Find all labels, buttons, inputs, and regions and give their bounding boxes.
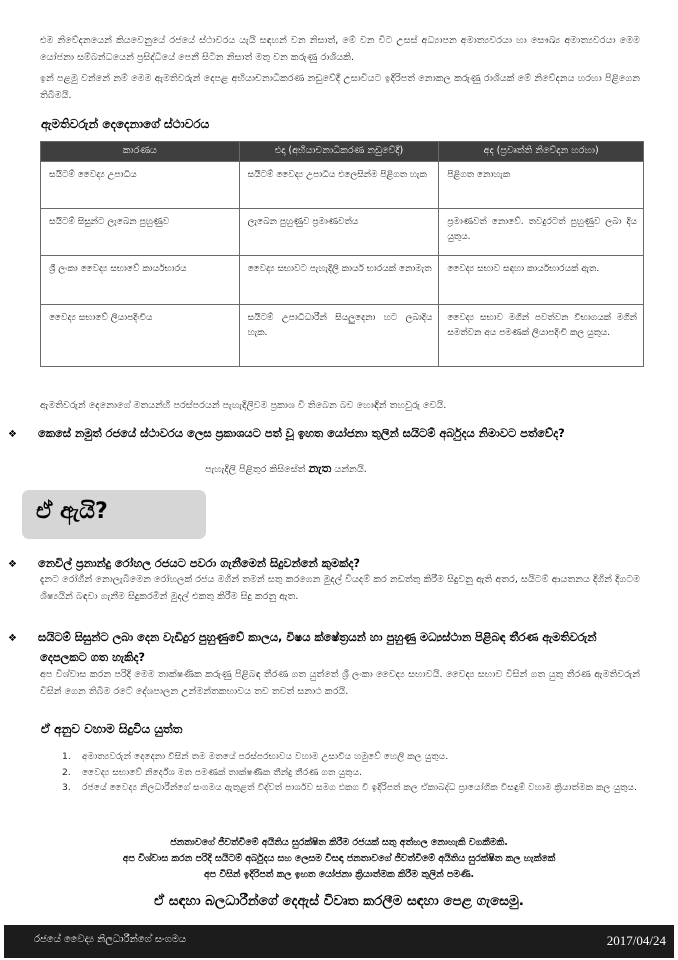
table-cell: ප්‍රමාණවත් නොවේ. තවදුරටත් පුහුණුව ලබා දිය යුතුය. xyxy=(439,209,644,256)
table-cell: සයිටම් උපාධිධාරීන් සියලුදෙනා හට ලබාදිය හැක. xyxy=(239,305,439,367)
closing-line-3: අප විසින් ඉදිරිපත් කල ඉහත යෝජනා ක්‍රියාත්මක කිරීම තුලින් පමණි. xyxy=(203,869,475,880)
question-2-text: නෙවිල් ප්‍රනාන්දු රෝහල රජයට පවරා ගැනීමෙන් සිදුවන්නේ කුමක්ද? xyxy=(38,556,361,570)
closing-line-2: අප විශ්වාස කරන පරිදි සයිටම් අර්බුදය සහ ලෙසම විසඳා ජනතාවගේ ජීවත්වීමේ අයිතිය සුරක්ෂිත කල හැක්කේ xyxy=(122,853,556,864)
call-to-action: ඒ සඳහා බලධාරීන්ගේ දෙඇස් විවෘත කරලීම සඳහා පෙළ ගැසෙමු. xyxy=(154,893,524,909)
answer-bold: නැත xyxy=(308,461,332,475)
section-title-actions: ඒ අනුව වහාම සිදුවිය යුත්ත xyxy=(41,722,183,736)
table-cell: ශ්‍රී ලංකා වෛද්‍ය සභාවේ කාර්යභාරය xyxy=(41,256,240,305)
list-item: 2. වෛද්‍ය සභාවේ නිර්දේශ මත පමණක් තාක්ෂණික තීන්දු තීරණ ගත යුතුය. xyxy=(62,766,362,778)
table-row xyxy=(41,209,644,256)
answer-prefix: පැහැදිලි පිළිතුර කිසිසේත් xyxy=(205,464,306,475)
table-cell: වෛද්‍ය සභාවට පැහැදිලි කාර්ය භාරයක් නොමැත xyxy=(239,256,439,305)
table-row xyxy=(41,305,644,367)
positions-comparison-table xyxy=(40,141,644,367)
diamond-bullet-icon: ❖ xyxy=(8,559,17,570)
table-row xyxy=(41,256,644,305)
table-header-cell: එදා (අභියාචනාධිකරණ නඩුවේදී) xyxy=(239,142,439,162)
question-1-answer xyxy=(205,460,605,479)
list-item: 3. රජයේ වෛද්‍ය නිලධාරීන්ගේ සංගමය ඇතුළත් විද්වත් පාර්ශව සමග එකග වී ඉදිරිපත් කල ඒකාබද්ධ ප්‍රායෝගික විසඳුම් වහාම ක්‍රියාත්මක කල යුතුය. xyxy=(62,782,637,793)
section-title-ministers-position: ඇමතිවරුන් දෙදෙනාගේ ස්ථාවරය xyxy=(41,117,210,131)
table-cell: ලැබෙන පුහුණුව ප්‍රමාණවත්ය xyxy=(239,209,439,256)
question-2 xyxy=(8,554,640,574)
footer-date: 2017/04/24 xyxy=(606,933,666,948)
table-cell: සයිටම් වෛද්‍ය උපාධිය එලෙසින්ම පිළිගත හැක xyxy=(239,162,439,209)
closing-line-1: ජනතාවගේ ජීවත්වීමේ අයිතිය සුරක්ෂිත කිරීම රජයක් සතු අත්හල නොහැකි වගකීමකි. xyxy=(170,837,508,848)
table-header-cell: කාරණය xyxy=(41,142,240,162)
question-2-body: දැනට රෝගීන් නොලැබීමෙන රෝහලක් රජය මගින් තමන් සතු කරගෙන මුදල් වියදම් කර නඩත්තු කිරීම සිදුවනු ඇති අතර, සයිටම් ආයතනය දිගින් දිගටම ශිෂ්‍යයින් බඳවා ගැනීම සිදුකරමින් මුදල් එකතු කිරීම සිදු කරනු ඇත. xyxy=(40,574,640,602)
intro-paragraph-1: එම නිවේදනයෙන් කියවෙනුයේ රජයේ ස්ථාවරය යැයි සඳහන් වන නිසාත්, මේ වන විට උසස් අධ්‍යාපන අමාත්‍යවරයා හා සෞඛ්‍ය අමාත්‍යවරයා මෙම යෝජනා සම්බන්ධයෙන් ප්‍රසිද්ධියේ පෙනී සිටින නිසාත් මතු වන කරුණු රාශියකි. xyxy=(40,35,640,63)
footer-organization: රජයේ වෛද්‍ය නිලධාරීන්ගේ සංගමය xyxy=(34,934,187,945)
table-header-row xyxy=(41,142,644,162)
list-item: 1. අමාත්‍යවරුන් දෙදෙනා විසින් තම මතයේ පරස්පරභාවය වහාම උසාවිය හමුවේ හෙලි කල යුතුය. xyxy=(62,751,449,762)
footer-bar xyxy=(4,925,674,958)
table-cell: වෛද්‍ය සභාව සඳහා කාර්යභාරයක් ඇත. xyxy=(439,256,644,305)
why-banner-text: ඒ ඇයි? xyxy=(36,499,108,524)
table-row xyxy=(41,162,644,209)
table-cell: සයිටම් වෛද්‍ය උපාධිය xyxy=(41,162,240,209)
question-3 xyxy=(8,628,640,666)
intro-paragraph-2: ඉන් පළමු වන්නේ නම් මෙම ඇමතිවරුන් දෙපළ අභියාචනාධිකරණ නඩුවේදී උසාවියට ඉදිරිපත් නොකල කරුණු රාශියක් මේ නිවේදනය හරහා පිළිගෙන තිබීමයි. xyxy=(40,73,640,101)
after-table-paragraph: ඇමතිවරුන් දෙනොගේ මතයන්හි පරස්පරයන් පැහැදිලිවම ප්‍රකාශ වී තිබෙන බව හොඳින් තහවුරු වෙයි. xyxy=(40,400,447,411)
table-cell: වෛද්‍ය සභාවේ ලියාපදිංචිය xyxy=(41,305,240,367)
table-header-cell: අද (ප්‍රවෘත්ති නිවේදන හරහා) xyxy=(439,142,644,162)
table-cell: පිළිගත නොහැක xyxy=(439,162,644,209)
question-1 xyxy=(8,424,640,444)
table-cell: සයිටම් සිසුන්ට ලැබෙන පුහුණුව xyxy=(41,209,240,256)
why-banner xyxy=(22,490,206,539)
diamond-bullet-icon: ❖ xyxy=(8,633,17,644)
diamond-bullet-icon: ❖ xyxy=(8,429,17,440)
actions-list xyxy=(62,749,640,796)
question-3-text: සයිටම් සිසුන්ට ලබා දෙන වැඩිදුර පුහුණුවේ කාලය, විෂය ක්ෂේත්‍රයන් හා පුහුණු මධ්‍යස්ථාන පිළිබඳ තීරණ ඇමතිවරුන් දෙපලකට ගත හැකිද? xyxy=(38,630,597,664)
table-cell: වෛද්‍ය සභාව මගින් පවත්වන විභාගයක් මගින් සමත්වන අය පමණක් ලියාපදිංචි කල යුතුය. xyxy=(439,305,644,367)
answer-suffix: යන්නයි. xyxy=(334,464,367,475)
question-1-text: කෙසේ නමුත් රජයේ ස්ථාවරය ලෙස ප්‍රකාශයට පත් වූ ඉහත යෝජනා තුලින් සයිටම් අර්බුදය නිමාවට පත්වේද? xyxy=(38,426,565,440)
question-3-body: අප විශ්වාස කරන පරිදි මෙම තාක්ෂණික කරුණු පිළිබඳ තීරණ ගත යුත්තේ ශ්‍රී ලංකා වෛද්‍ය සභාවයි. වෛද්‍ය සභාව විසින් ගත යුතු තීරණ ඇමතිවරුන් විසින් ගෙන තිබීම රටේ දේශපාලන උන්මන්තකභාවය තව තවත් සනාථ කරයි. xyxy=(40,669,640,697)
